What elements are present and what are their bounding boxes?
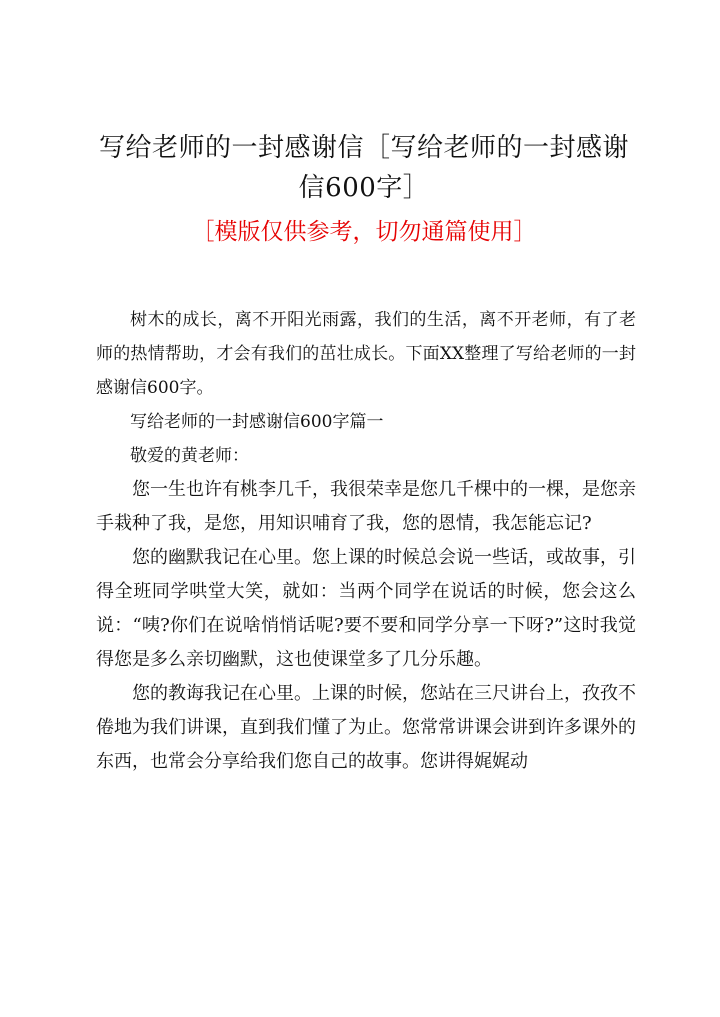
intro-paragraph: 树木的成长，离不开阳光雨露，我们的生活，离不开老师，有了老师的热情帮助，才会有我们的茁壮成长。下面XX整理了写给老师的一封感谢信600字。 xyxy=(96,310,636,398)
document-title: 写给老师的一封感谢信［写给老师的一封感谢信600字］ xyxy=(98,133,629,203)
body-paragraph: 您的幽默我记在心里。您上课的时候总会说一些话，或故事，引得全班同学哄堂大笑，就如：当两个同学在说话的时候，您会这么说：“咦?你们在说啥悄悄话呢?要不要和同学分享一下呀?”这时我觉得您是多么亲切幽默，这也使课堂多了几分乐趣。 xyxy=(96,547,636,670)
body-paragraph: 您的教诲我记在心里。上课的时候，您站在三尺讲台上，孜孜不倦地为我们讲课，直到我们懂了为止。您常常讲课会讲到许多课外的东西，也常会分享给我们您自己的故事。您讲得娓娓动 xyxy=(96,683,636,772)
document-body xyxy=(96,303,636,779)
body-paragraph: 您一生也许有桃李几千，我很荣幸是您几千棵中的一棵，是您亲手栽种了我，是您，用知识哺育了我，您的恩情，我怎能忘记? xyxy=(96,479,636,534)
salutation: 敬爱的黄老师： xyxy=(130,446,249,466)
section-heading: 写给老师的一封感谢信600字篇一 xyxy=(130,412,384,432)
template-notice: ［模版仅供参考，切勿通篇使用］ xyxy=(191,219,537,245)
